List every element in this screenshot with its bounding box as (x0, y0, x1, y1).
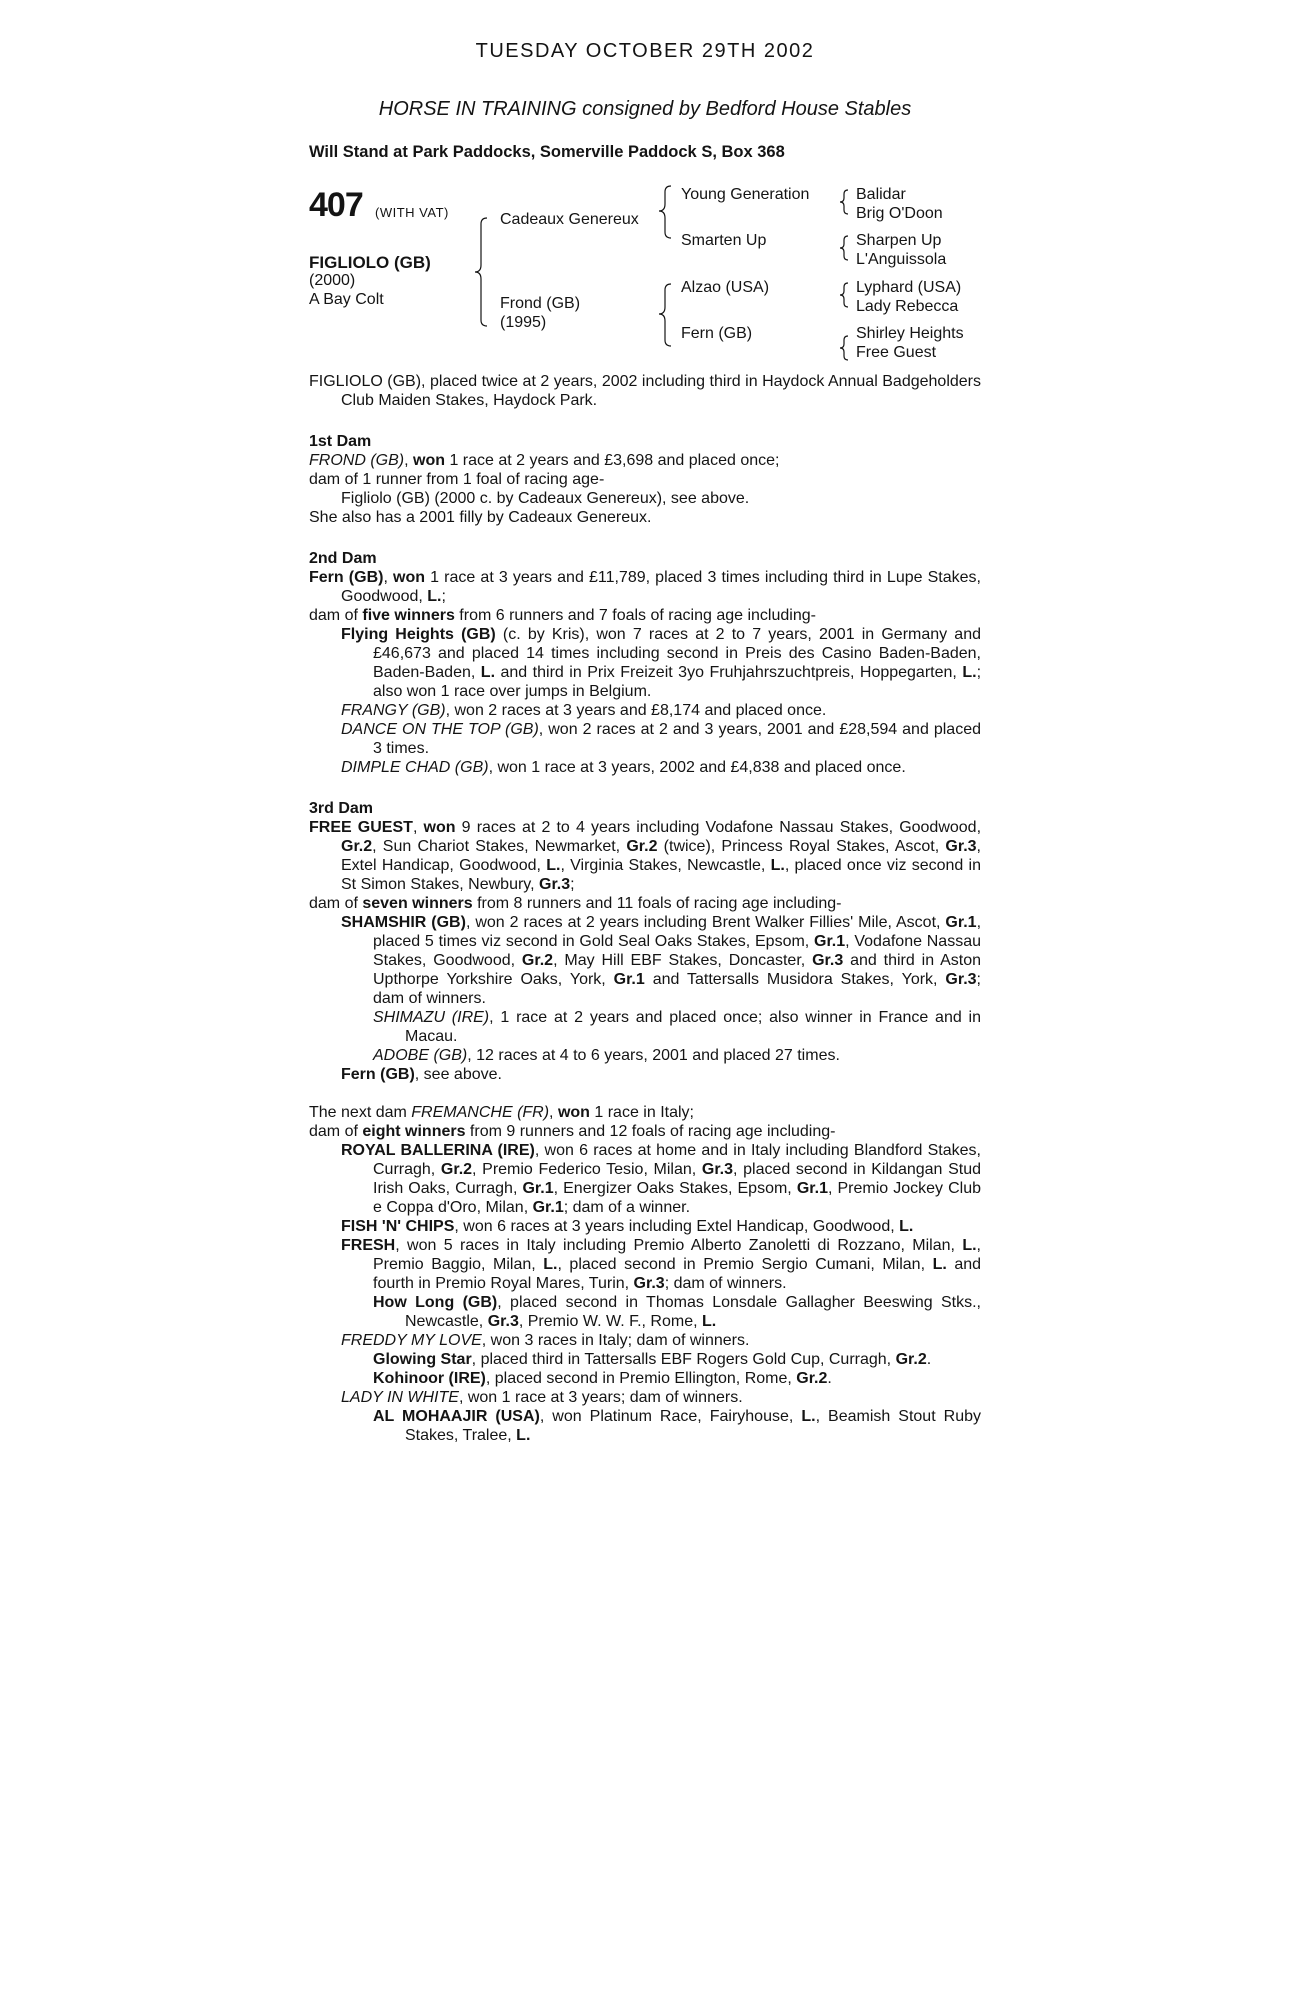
produce-shamshir: SHAMSHIR (GB), won 2 races at 2 years including Brent Walker Fillies' Mile, Ascot, Gr.1, placed 5 times viz second in Gold Seal Oaks Stakes, Epsom, Gr.1, Vodafone Nassau Stakes, Goodwood, Gr.2, May Hill EBF Stakes, Doncaster, Gr.3 and third in Aston Upthorpe Yorkshire Oaks, York, Gr.1 and Tattersalls Musidora Stakes, York, Gr.3; dam of winners. (341, 914, 982, 1007)
pedigree-g7: Shirley Heights (856, 325, 964, 342)
pedigree-sire: Cadeaux Genereux (500, 211, 639, 228)
second-dam-produce-summary: dam of five winners from 6 runners and 7 foals of racing age including- (309, 607, 816, 624)
pedigree-dam: Frond (GB) (500, 295, 581, 312)
second-dam-record: Fern (GB), won 1 race at 3 years and £11,789, placed 3 times including third in Lupe Stakes, Goodwood, L.; (309, 569, 981, 605)
first-dam-produce: Figliolo (GB) (2000 c. by Cadeaux Genereux), see above. (341, 490, 750, 507)
pedigree-g5: Lyphard (USA) (856, 279, 962, 296)
pedigree-dam-sire: Alzao (USA) (681, 279, 770, 296)
produce-frangy: FRANGY (GB), won 2 races at 3 years and £8,174 and placed once. (341, 702, 827, 719)
produce-dance-on-the-top: DANCE ON THE TOP (GB), won 2 races at 2 and 3 years, 2001 and £28,594 and placed 3 times. (341, 721, 981, 757)
first-dam-note: She also has a 2001 filly by Cadeaux Genereux. (309, 509, 652, 526)
vat-note: (WITH VAT) (375, 205, 449, 220)
produce-glowing-star: Glowing Star, placed third in Tattersalls EBF Rogers Gold Cup, Curragh, Gr.2. (373, 1351, 932, 1368)
produce-fern: Fern (GB), see above. (341, 1066, 502, 1083)
foaling-year: (2000) (309, 272, 356, 289)
first-dam-record: FROND (GB), won 1 race at 2 years and £3,698 and placed once; (309, 452, 780, 469)
pedigree-g1: Balidar (856, 186, 906, 203)
pedigree-g3: Sharpen Up (856, 232, 942, 249)
pedigree-g6: Lady Rebecca (856, 298, 959, 315)
pedigree-g2: Brig O'Doon (856, 205, 943, 222)
produce-kohinoor: Kohinoor (IRE), placed second in Premio Ellington, Rome, Gr.2. (373, 1370, 832, 1387)
produce-lady-in-white: LADY IN WHITE, won 1 race at 3 years; dam of winners. (341, 1389, 743, 1406)
second-dam-heading: 2nd Dam (309, 550, 377, 567)
consignment-line: HORSE IN TRAINING consigned by Bedford House Stables (378, 98, 912, 120)
third-dam-record: FREE GUEST, won 9 races at 2 to 4 years including Vodafone Nassau Stakes, Goodwood, Gr.2, Sun Chariot Stakes, Newmarket, Gr.2 (twice), Princess Royal Stakes, Ascot, Gr.3, Extel Handicap, Goodwood, L., Virginia Stakes, Newcastle, L., placed once viz second in St Simon Stakes, Newbury, Gr.3; (309, 819, 982, 893)
produce-fish-n-chips: FISH 'N' CHIPS, won 6 races at 3 years including Extel Handicap, Goodwood, L. (341, 1218, 914, 1235)
bracket-dam (659, 284, 671, 346)
pedigree-dam-dam: Fern (GB) (681, 325, 753, 342)
produce-adobe: ADOBE (GB), 12 races at 4 to 6 years, 2001 and placed 27 times. (373, 1047, 840, 1064)
next-dam-produce-summary: dam of eight winners from 9 runners and 12 foals of racing age including- (309, 1123, 836, 1140)
lot-number: 407 (309, 186, 363, 224)
sale-date: TUESDAY OCTOBER 29TH 2002 (475, 40, 815, 62)
racing-summary: FIGLIOLO (GB), placed twice at 2 years, 2002 including third in Haydock Annual Badgeholders Club Maiden Stakes, Haydock Park. (309, 373, 981, 409)
won-label: won (413, 452, 445, 469)
produce-flying-heights: Flying Heights (GB) (c. by Kris), won 7 races at 2 to 7 years, 2001 in Germany and £46,673 and placed 14 times including second in Preis des Casino Baden-Baden, Baden-Baden, L. and third in Prix Freizeit 3yo Fruhjahrszuchtpreis, Hoppegarten, L.; also won 1 race over jumps in Belgium. (341, 626, 982, 700)
produce-royal-ballerina: ROYAL BALLERINA (IRE), won 6 races at home and in Italy including Blandford Stakes, Curragh, Gr.2, Premio Federico Tesio, Milan, Gr.3, placed second in Kildangan Stud Irish Oaks, Curragh, Gr.1, Energizer Oaks Stakes, Epsom, Gr.1, Premio Jockey Club e Coppa d'Oro, Milan, Gr.1; dam of a winner. (341, 1142, 981, 1216)
produce-shimazu: SHIMAZU (IRE), 1 race at 2 years and placed once; also winner in France and in Macau. (373, 1009, 982, 1045)
pedigree-dam-year: (1995) (500, 314, 547, 331)
produce-how-long: How Long (GB), placed second in Thomas Lonsdale Gallagher Beeswing Stks., Newcastle, Gr.3, Premio W. W. F., Rome, L. (373, 1294, 981, 1330)
third-dam-produce-summary: dam of seven winners from 8 runners and 11 foals of racing age including- (309, 895, 842, 912)
bracket-g56 (840, 283, 848, 307)
bracket-g78 (840, 336, 848, 360)
next-dam-record: The next dam FREMANCHE (FR), won 1 race in Italy; (309, 1104, 694, 1121)
produce-freddy-my-love: FREDDY MY LOVE, won 3 races in Italy; dam of winners. (341, 1332, 750, 1349)
produce-dimple-chad: DIMPLE CHAD (GB), won 1 race at 3 years, 2002 and £4,838 and placed once. (341, 759, 906, 776)
produce-al-mohaajir: AL MOHAAJIR (USA), won Platinum Race, Fairyhouse, L., Beamish Stout Ruby Stakes, Tralee, L. (373, 1408, 982, 1444)
pedigree-sire-dam: Smarten Up (681, 232, 767, 249)
bracket-g12 (840, 190, 848, 214)
horse-name: FIGLIOLO (GB) (309, 253, 431, 272)
stand-location: Will Stand at Park Paddocks, Somerville Paddock S, Box 368 (309, 143, 785, 161)
bracket-sire (659, 186, 671, 238)
first-dam-heading: 1st Dam (309, 433, 372, 450)
pedigree-sire-sire: Young Generation (681, 186, 810, 203)
bracket-g34 (840, 236, 848, 260)
third-dam-heading: 3rd Dam (309, 800, 374, 817)
horse-description: A Bay Colt (309, 291, 384, 308)
catalogue-body (309, 372, 981, 1445)
dam-name: FROND (GB) (309, 452, 405, 469)
pedigree-g8: Free Guest (856, 344, 937, 361)
first-dam-produce-summary: dam of 1 runner from 1 foal of racing age- (309, 471, 605, 488)
bracket-main (475, 218, 487, 326)
pedigree-g4: L'Anguissola (856, 251, 947, 268)
produce-fresh: FRESH, won 5 races in Italy including Premio Alberto Zanoletti di Rozzano, Milan, L., Premio Baggio, Milan, L., placed second in Premio Sergio Cumani, Milan, L. and fourth in Premio Royal Mares, Turin, Gr.3; dam of winners. (341, 1237, 982, 1292)
